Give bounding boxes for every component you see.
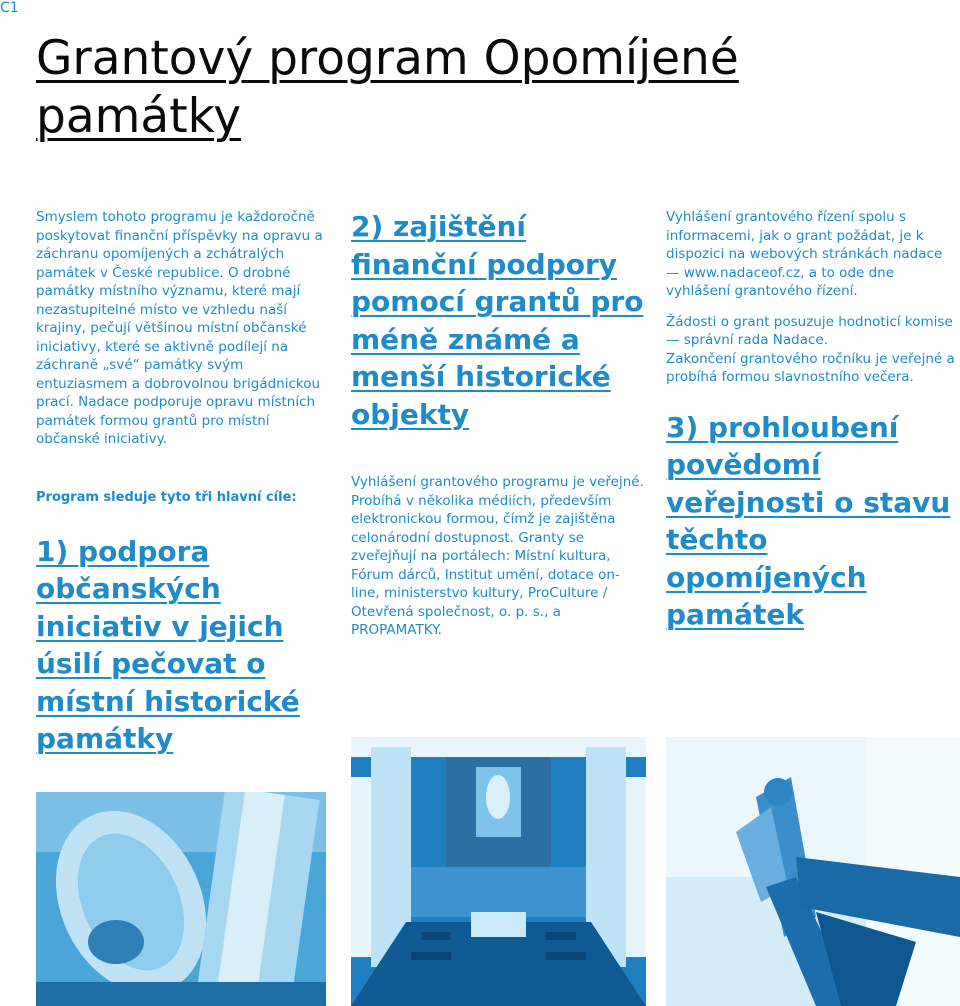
- church-interior-image: [351, 737, 646, 1006]
- application-paragraph: Vyhlášení grantového řízení spolu s informacemi, jak o grant požádat, je k dispozici na webových stránkách nadace — www.nadaceof.cz, a to ode dne vyhlášení grantového řízení.: [666, 209, 943, 299]
- evaluation-paragraph: Žádosti o grant posuzuje hodnoticí komise — správní rada Nadace.: [666, 313, 953, 348]
- intro-paragraph: Smyslem tohoto programu je každoročně poskytovat finanční příspěvky na opravu a záchranu opomíjených a zchátralých památek v České republice. O drobné památky místního významu, které mají nezastupitelné místo ve vzhledu naší krajiny, pečují většinou místní občanské iniciativy, které se aktivně podílejí na záchraně „své“ památky svým entuziasmem a dobrovolnou brigádnickou prací. Nadace podporuje opravu místních památek formou grantů pro místní občanské iniciativy.: [36, 209, 323, 447]
- page-label: C1: [0, 0, 19, 16]
- photo-crucifix: [666, 737, 960, 1006]
- column-left: [36, 208, 336, 758]
- announcement-paragraph: Vyhlášení grantového programu je veřejné. Probíhá v několika médiích, především elektronickou formou, čímž je zajištěna celonárodní dostupnost. Granty se zveřejňují na portálech: Místní kultura, Fórum dárců, Institut umění, dotace on-line, ministerstvo kultury, ProCulture / Otevřená společnost, o. p. s., a PROPAMATKY.: [351, 474, 644, 638]
- crucifix-image: [666, 737, 960, 1006]
- closing-paragraph: Zakončení grantového ročníku je veřejné a probíhá formou slavnostního večera.: [666, 350, 955, 385]
- goal-3-heading: 3) prohloubení povědomí veřejnosti o stavu těchto opomíjených památek: [666, 410, 951, 631]
- goals-heading: Program sleduje tyto tři hlavní cíle:: [36, 489, 297, 505]
- goal-1-heading: 1) podpora občanských iniciativ v jejich úsilí pečovat o místní historické památky: [36, 534, 300, 755]
- page-title: Grantový program Opomíjené památky: [36, 31, 739, 144]
- photo-stone-fragments: [36, 792, 326, 1006]
- column-middle: [351, 208, 646, 652]
- goal-2-heading: 2) zajištění finanční podpory pomocí grantů pro méně známé a menší historické objekty: [351, 210, 644, 431]
- photo-church-interior: [351, 737, 646, 1006]
- stone-fragments-image: [36, 792, 326, 1006]
- column-right: [666, 208, 960, 634]
